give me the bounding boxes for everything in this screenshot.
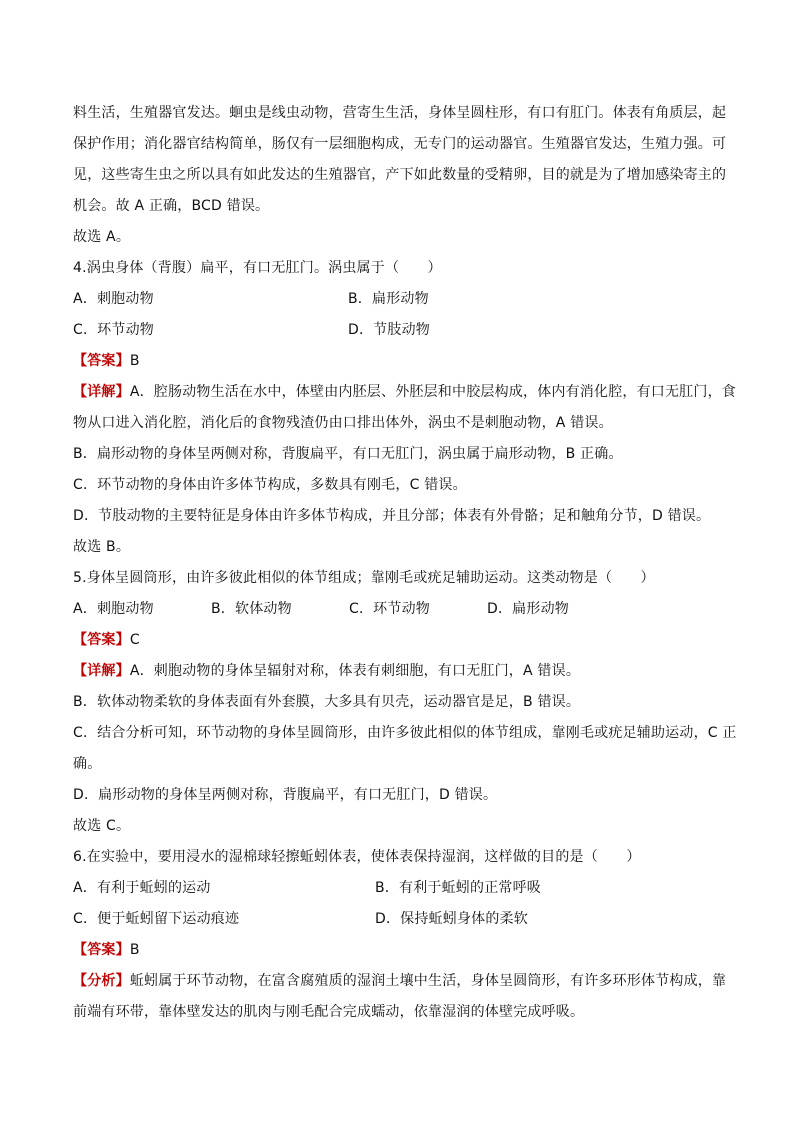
question-5-option-d: D．扁形动物 bbox=[487, 601, 569, 617]
question-4-stem: 4.涡虫身体（背腹）扁平，有口无肛门。涡虫属于（ ） bbox=[73, 260, 442, 276]
intro-line: 见，这些寄生虫之所以具有如此发达的生殖器官，产下如此数量的受精卵，目的就是为了增加感染寄主的 bbox=[73, 167, 727, 183]
question-6-option-d: D．保持蚯蚓身体的柔软 bbox=[375, 911, 528, 927]
question-4-detail-line: C．环节动物的身体由许多体节构成，多数具有刚毛，C 错误。 bbox=[73, 477, 467, 493]
question-6-analysis bbox=[73, 966, 727, 997]
question-5-detail-line: 确。 bbox=[73, 756, 102, 772]
question-6-answer bbox=[73, 935, 723, 966]
question-5-option-c: C．环节动物 bbox=[349, 601, 430, 617]
question-5-answer bbox=[73, 625, 723, 656]
question-5-stem: 5.身体呈圆筒形，由许多彼此相似的体节组成；靠刚毛或疣足辅助运动。这类动物是（ ） bbox=[73, 570, 655, 586]
question-6-option-b: B．有利于蚯蚓的正常呼吸 bbox=[375, 880, 542, 896]
question-6-options-row2 bbox=[73, 904, 723, 935]
question-4-option-a: A．刺胞动物 bbox=[73, 291, 154, 307]
answer-value: B bbox=[129, 942, 140, 958]
question-5-detail-line: B．软体动物柔软的身体表面有外套膜，大多具有贝壳，运动器官是足，B 错误。 bbox=[73, 694, 581, 710]
question-4-answer bbox=[73, 346, 723, 377]
question-5-detail bbox=[73, 656, 723, 687]
question-6-analysis-line: 前端有环带，靠体壁发达的肌肉与刚毛配合完成蠕动，依靠湿润的体壁完成呼吸。 bbox=[73, 1004, 585, 1020]
question-5-detail-line: D．扁形动物的身体呈两侧对称，背腹扁平，有口无肛门，D 错误。 bbox=[73, 787, 498, 803]
detail-text: A．腔肠动物生活在水中，体壁由内胚层、外胚层和中胶层构成，体内有消化腔，有口无肛门，食 bbox=[129, 384, 736, 400]
question-4-option-d: D．节肢动物 bbox=[348, 322, 430, 338]
answer-tag: 【答案】 bbox=[73, 353, 130, 369]
question-4-detail-line: B．扁形动物的身体呈两侧对称，背腹扁平，有口无肛门，涡虫属于扁形动物，B 正确。 bbox=[73, 446, 623, 462]
answer-value: B bbox=[129, 353, 140, 369]
question-5-options bbox=[73, 594, 723, 625]
question-5-option-a: A．刺胞动物 bbox=[73, 601, 154, 617]
question-4-conclusion: 故选 B。 bbox=[73, 539, 131, 555]
question-4-detail-line: D．节肢动物的主要特征是身体由许多体节构成，并且分部；体表有外骨骼；足和触角分节，D 错误。 bbox=[73, 508, 711, 524]
question-4-option-c: C．环节动物 bbox=[73, 322, 154, 338]
intro-line: 保护作用；消化器官结构简单，肠仅有一层细胞构成，无专门的运动器官。生殖器官发达，生殖力强。可 bbox=[73, 136, 727, 152]
question-5-option-b: B．软体动物 bbox=[211, 601, 292, 617]
question-4-detail-line: 物从口进入消化腔，消化后的食物残渣仍由口排出体外，涡虫不是刺胞动物，A 错误。 bbox=[73, 415, 613, 431]
question-4-options-row1 bbox=[73, 284, 723, 315]
answer-tag: 【答案】 bbox=[73, 632, 130, 648]
detail-tag: 【详解】 bbox=[73, 663, 130, 679]
detail-tag: 【详解】 bbox=[73, 384, 130, 400]
detail-text: A．刺胞动物的身体呈辐射对称，体表有刺细胞，有口无肛门，A 错误。 bbox=[129, 663, 581, 679]
question-5-detail-line: C．结合分析可知，环节动物的身体呈圆筒形，由许多彼此相似的体节组成，靠刚毛或疣足辅助运动，C 正 bbox=[73, 725, 737, 741]
question-6-options-row1 bbox=[73, 873, 723, 904]
intro-conclusion: 故选 A。 bbox=[73, 229, 131, 245]
question-6-option-c: C．便于蚯蚓留下运动痕迹 bbox=[73, 911, 240, 927]
answer-value: C bbox=[129, 632, 140, 648]
question-6-option-a: A．有利于蚯蚓的运动 bbox=[73, 880, 211, 896]
intro-line: 料生活，生殖器官发达。蛔虫是线虫动物，营寄生生活，身体呈圆柱形，有口有肛门。体表有角质层，起 bbox=[73, 105, 727, 121]
analysis-tag: 【分析】 bbox=[73, 973, 130, 989]
answer-tag: 【答案】 bbox=[73, 942, 130, 958]
document-content bbox=[73, 98, 737, 1028]
question-5-conclusion: 故选 C。 bbox=[73, 818, 131, 834]
question-4-option-b: B．扁形动物 bbox=[348, 291, 429, 307]
question-4-options-row2 bbox=[73, 315, 723, 346]
question-4-detail bbox=[73, 377, 736, 408]
intro-line: 机会。故 A 正确，BCD 错误。 bbox=[73, 198, 270, 214]
question-6-stem: 6.在实验中，要用浸水的湿棉球轻擦蚯蚓体表，使体表保持湿润，这样做的目的是（ ） bbox=[73, 849, 641, 865]
analysis-text: 蚯蚓属于环节动物，在富含腐殖质的湿润土壤中生活，身体呈圆筒形，有许多环形体节构成，靠 bbox=[129, 973, 727, 989]
